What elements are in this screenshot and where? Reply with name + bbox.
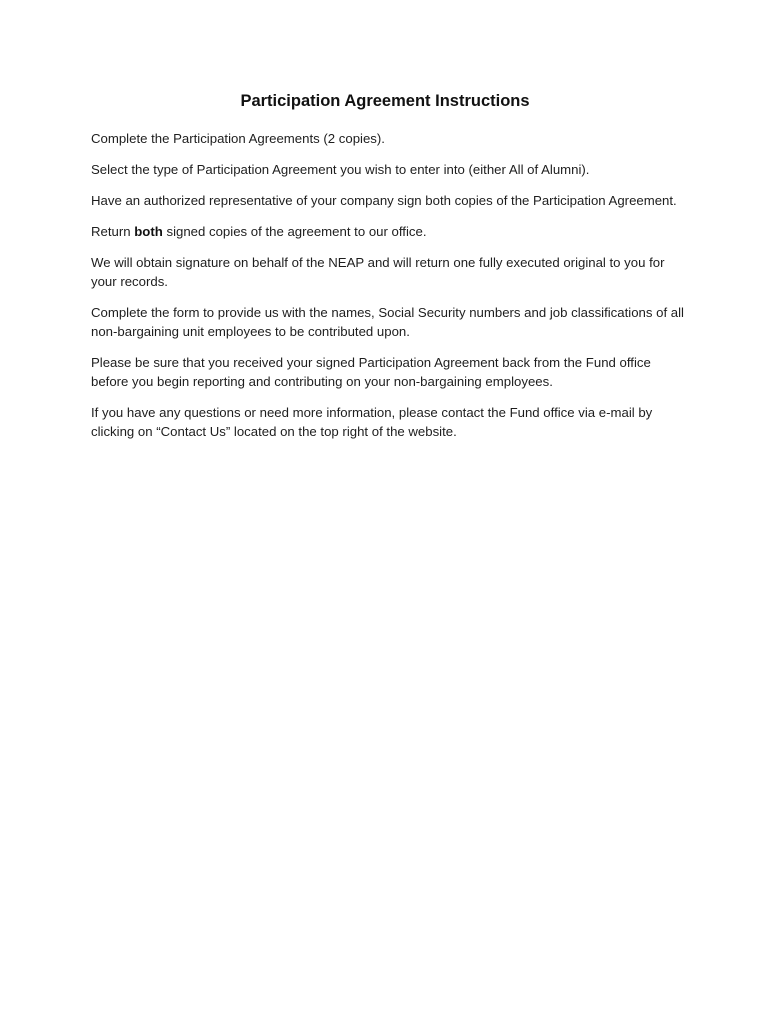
instruction-paragraph-2: Select the type of Participation Agreement you wish to enter into (either All of Alumni). (91, 162, 590, 177)
instruction-paragraph-6: Complete the form to provide us with the names, Social Security numbers and job classifications of all non-bargaining unit employees to be contributed upon. (91, 305, 684, 339)
paragraph-4-trail-text: signed copies of the agreement to our office. (162, 224, 427, 239)
instruction-paragraph-8: If you have any questions or need more information, please contact the Fund office via e-mail by clicking on “Contact Us” located on the top right of the website. (91, 405, 653, 439)
instruction-paragraph-4 (91, 222, 691, 241)
instruction-paragraph-7: Please be sure that you received your signed Participation Agreement back from the Fund office before you begin reporting and contributing on your non-bargaining employees. (91, 355, 651, 389)
instruction-paragraph-3: Have an authorized representative of your company sign both copies of the Participation Agreement. (91, 193, 677, 208)
instruction-paragraph-1: Complete the Participation Agreements (2 copies). (91, 131, 385, 146)
instruction-paragraph-5: We will obtain signature on behalf of the NEAP and will return one fully executed original to you for your records. (91, 255, 665, 289)
page-title: Participation Agreement Instructions (240, 92, 530, 110)
instructions-body (91, 129, 691, 453)
paragraph-4-lead-text: Return (91, 224, 135, 239)
paragraph-4-bold-text: both (134, 224, 163, 239)
